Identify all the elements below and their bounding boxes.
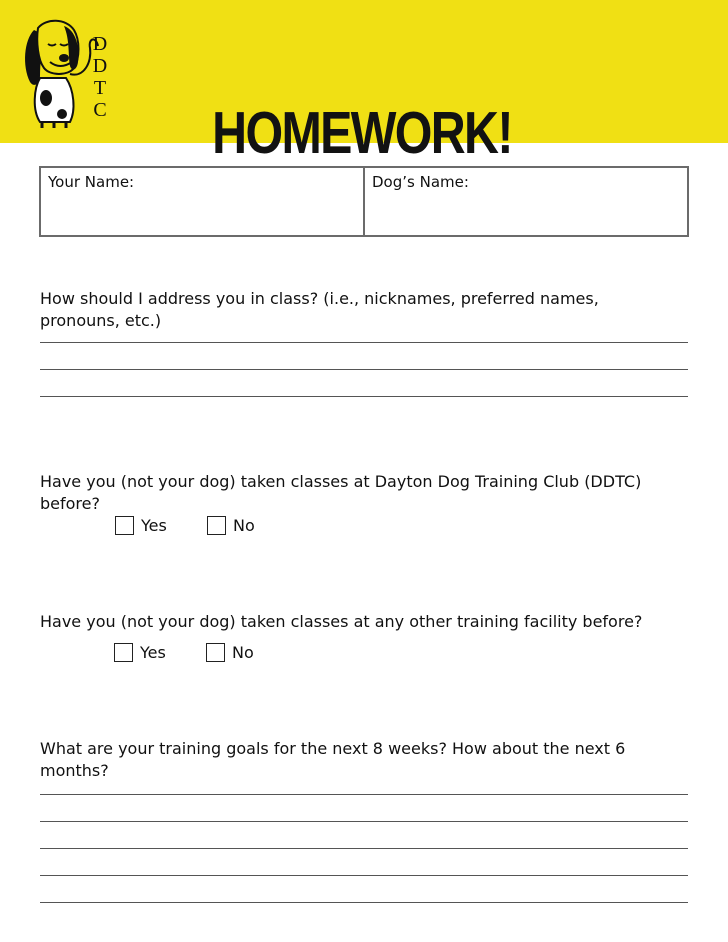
other-no-checkbox[interactable] <box>206 643 225 662</box>
question-other-facility: Have you (not your dog) taken classes at any other training facility before? <box>40 612 643 631</box>
other-yes-checkbox[interactable] <box>114 643 133 662</box>
question-ddtc-classes: Have you (not your dog) taken classes at Dayton Dog Training Club (DDTC) before? <box>40 472 642 513</box>
answer-line[interactable] <box>40 875 688 876</box>
page-title: HOMEWORK! <box>212 100 512 166</box>
your-name-label: Your Name: <box>48 173 135 191</box>
ddtc-yes-checkbox[interactable] <box>115 516 134 535</box>
other-yes-option[interactable] <box>114 643 166 662</box>
answer-line[interactable] <box>40 821 688 822</box>
your-name-field[interactable] <box>41 168 363 235</box>
question-address: How should I address you in class? (i.e., nicknames, preferred names, pronouns, etc.) <box>40 289 599 330</box>
ddtc-yes-label: Yes <box>141 516 167 535</box>
logo-letter-d2: D <box>92 55 108 77</box>
dogs-name-label: Dog’s Name: <box>372 173 469 191</box>
answer-line[interactable] <box>40 342 688 343</box>
answer-line[interactable] <box>40 369 688 370</box>
answer-line[interactable] <box>40 902 688 903</box>
ddtc-no-option[interactable] <box>207 516 255 535</box>
other-no-option[interactable] <box>206 643 254 662</box>
name-fields-box <box>39 166 689 237</box>
logo-letter-d1: D <box>92 33 108 55</box>
logo-letter-t: T <box>93 77 107 99</box>
answer-line[interactable] <box>40 848 688 849</box>
ddtc-no-checkbox[interactable] <box>207 516 226 535</box>
dogs-name-field[interactable] <box>363 168 687 235</box>
other-no-label: No <box>232 643 254 662</box>
question-training-goals: What are your training goals for the next 8 weeks? How about the next 6 months? <box>40 739 626 780</box>
logo-letter-c: C <box>93 99 107 121</box>
other-yes-label: Yes <box>140 643 166 662</box>
answer-line[interactable] <box>40 794 688 795</box>
ddtc-yes-option[interactable] <box>115 516 167 535</box>
ddtc-no-label: No <box>233 516 255 535</box>
answer-line[interactable] <box>40 396 688 397</box>
